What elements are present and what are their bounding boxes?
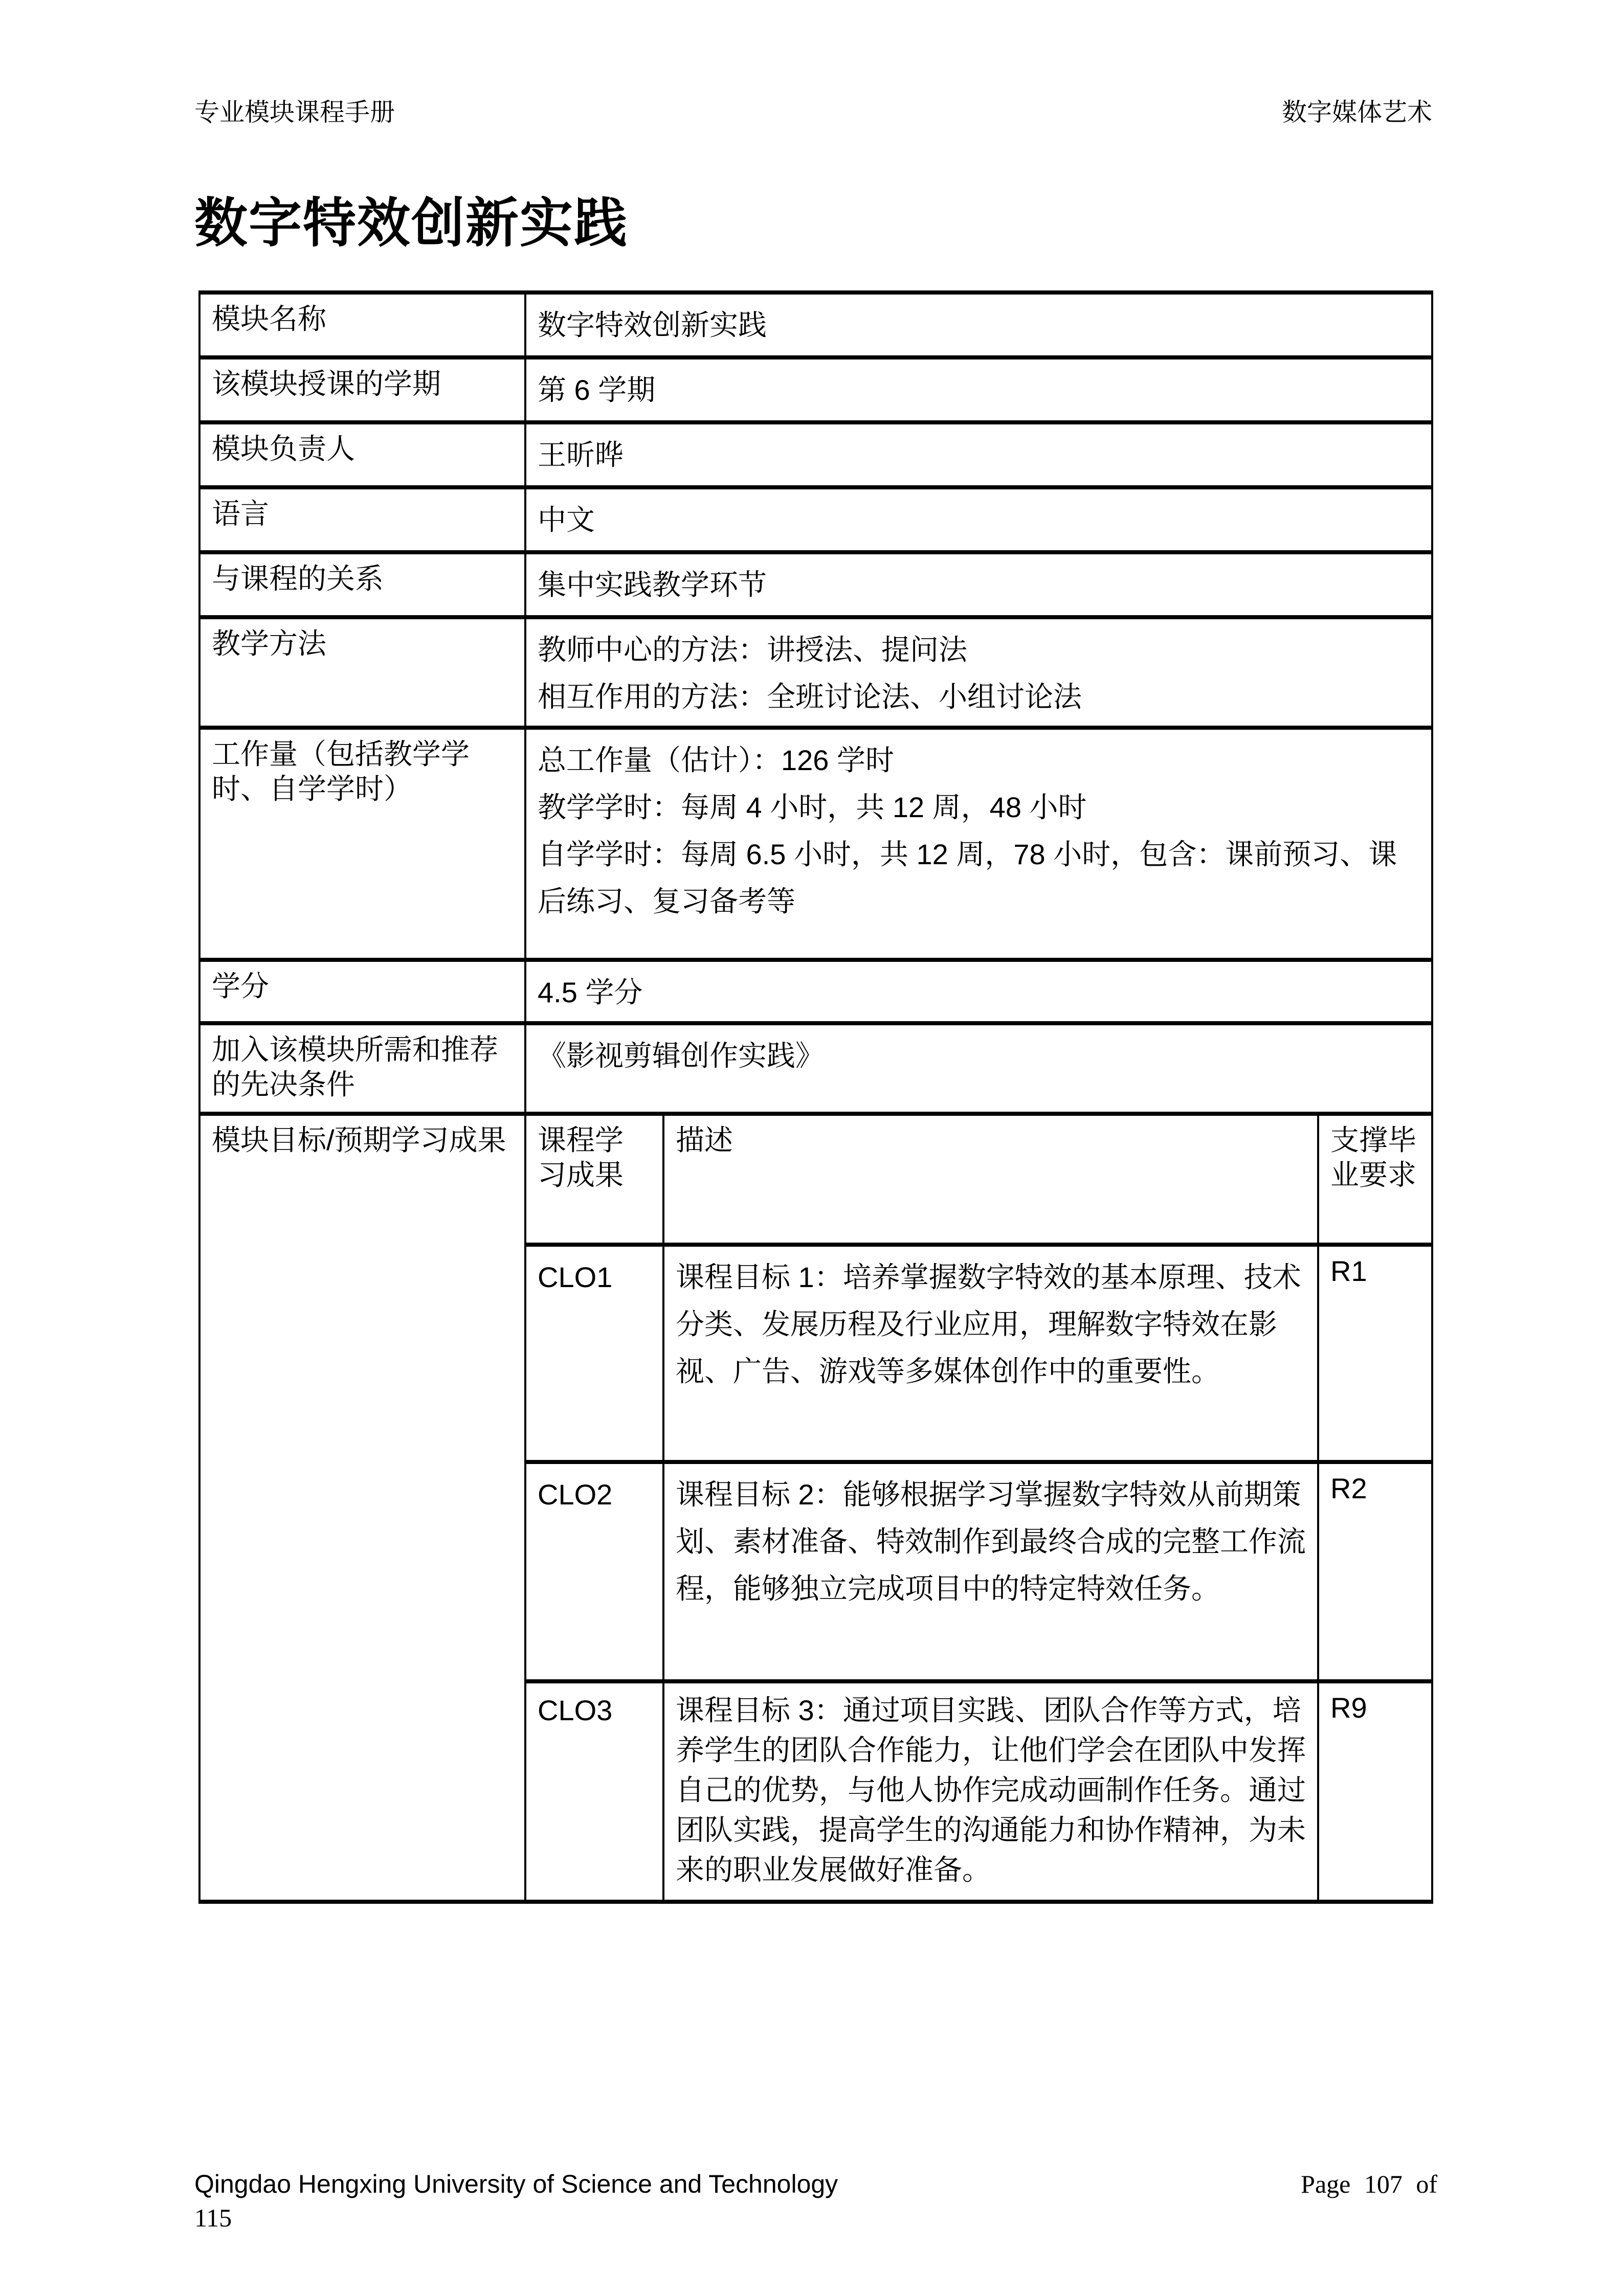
- clo3-code: CLO3: [525, 1681, 663, 1902]
- row-label-prerequisites: 加入该模块所需和推荐的先决条件: [199, 1023, 525, 1114]
- row-value-module-name: 数字特效创新实践: [525, 292, 1432, 357]
- table-row-credits: [199, 960, 1432, 1023]
- page-header: [194, 98, 1432, 127]
- page-title: 数字特效创新实践: [194, 194, 629, 253]
- outcomes-col-header-clo: 课程学习成果: [525, 1114, 663, 1245]
- row-label-semester: 该模块授课的学期: [199, 357, 525, 422]
- workload-line-total: 总工作量（估计）：126 学时: [538, 744, 894, 776]
- row-label-module-name: 模块名称: [199, 292, 525, 357]
- row-value-module-leader: 王昕晔: [525, 422, 1432, 487]
- page-footer: [194, 2167, 1437, 2235]
- table-row-module-name: [199, 292, 1432, 357]
- table-row-semester: [199, 357, 1432, 422]
- clo1-description: 课程目标 1：培养掌握数字特效的基本原理、技术分类、发展历程及行业应用，理解数字特效在影视、广告、游戏等多媒体创作中的重要性。: [663, 1245, 1318, 1462]
- footer-line1: [194, 2167, 1437, 2201]
- clo1-code: CLO1: [525, 1245, 663, 1462]
- row-label-workload: 工作量（包括教学学时、自学学时）: [199, 728, 525, 960]
- row-label-credits: 学分: [199, 960, 525, 1023]
- table-row-module-leader: [199, 422, 1432, 487]
- row-label-module-leader: 模块负责人: [199, 422, 525, 487]
- teaching-method-line-teacher-centered: 教师中心的方法：讲授法、提问法: [538, 634, 967, 666]
- row-value-teaching-methods: [525, 617, 1432, 728]
- footer-university-name: Qingdao Hengxing University of Science and Technology: [194, 2170, 838, 2198]
- footer-page-indicator: Page 107 of: [1301, 2170, 1437, 2198]
- table-row-teaching-methods: [199, 617, 1432, 728]
- workload-line-self-study: 自学学时：每周 6.5 小时，共 12 周，78 小时，包含：课前预习、课后练习、复习备考等: [538, 838, 1397, 917]
- row-label-curriculum-relation: 与课程的关系: [199, 552, 525, 617]
- clo1-requirement: R1: [1318, 1245, 1432, 1462]
- header-program-label: 数字媒体艺术: [1281, 99, 1432, 126]
- header-handbook-label: 专业模块课程手册: [194, 99, 395, 126]
- row-value-prerequisites: 《影视剪辑创作实践》: [525, 1023, 1432, 1114]
- row-label-module-objectives: 模块目标/预期学习成果: [199, 1114, 525, 1902]
- outcomes-col-header-description: 描述: [663, 1114, 1318, 1245]
- table-row-workload: [199, 728, 1432, 960]
- workload-line-teaching-hours: 教学学时：每周 4 小时，共 12 周，48 小时: [538, 791, 1087, 823]
- clo2-code: CLO2: [525, 1462, 663, 1681]
- clo2-description: 课程目标 2：能够根据学习掌握数字特效从前期策划、素材准备、特效制作到最终合成的完整工作流程，能够独立完成项目中的特定特效任务。: [663, 1462, 1318, 1681]
- row-label-teaching-methods: 教学方法: [199, 617, 525, 728]
- clo3-description: 课程目标 3：通过项目实践、团队合作等方式，培养学生的团队合作能力，让他们学会在团队中发挥自己的优势，与他人协作完成动画制作任务。通过团队实践，提高学生的沟通能力和协作精神，为未来的职业发展做好准备。: [663, 1681, 1318, 1902]
- table-row-outcomes-header: [199, 1114, 1432, 1245]
- clo2-requirement: R2: [1318, 1462, 1432, 1681]
- teaching-method-line-interactive: 相互作用的方法：全班讨论法、小组讨论法: [538, 681, 1082, 713]
- row-value-curriculum-relation: 集中实践教学环节: [525, 552, 1432, 617]
- clo3-requirement: R9: [1318, 1681, 1432, 1902]
- table-row-language: [199, 487, 1432, 552]
- row-value-semester: 第 6 学期: [525, 357, 1432, 422]
- module-info-table: [198, 290, 1433, 1904]
- outcomes-col-header-requirement: 支撑毕业要求: [1318, 1114, 1432, 1245]
- table-row-curriculum-relation: [199, 552, 1432, 617]
- row-value-credits: 4.5 学分: [525, 960, 1432, 1023]
- table-row-prerequisites: [199, 1023, 1432, 1114]
- footer-page-total: 115: [194, 2203, 232, 2232]
- row-value-workload: [525, 728, 1432, 960]
- row-value-language: 中文: [525, 487, 1432, 552]
- row-label-language: 语言: [199, 487, 525, 552]
